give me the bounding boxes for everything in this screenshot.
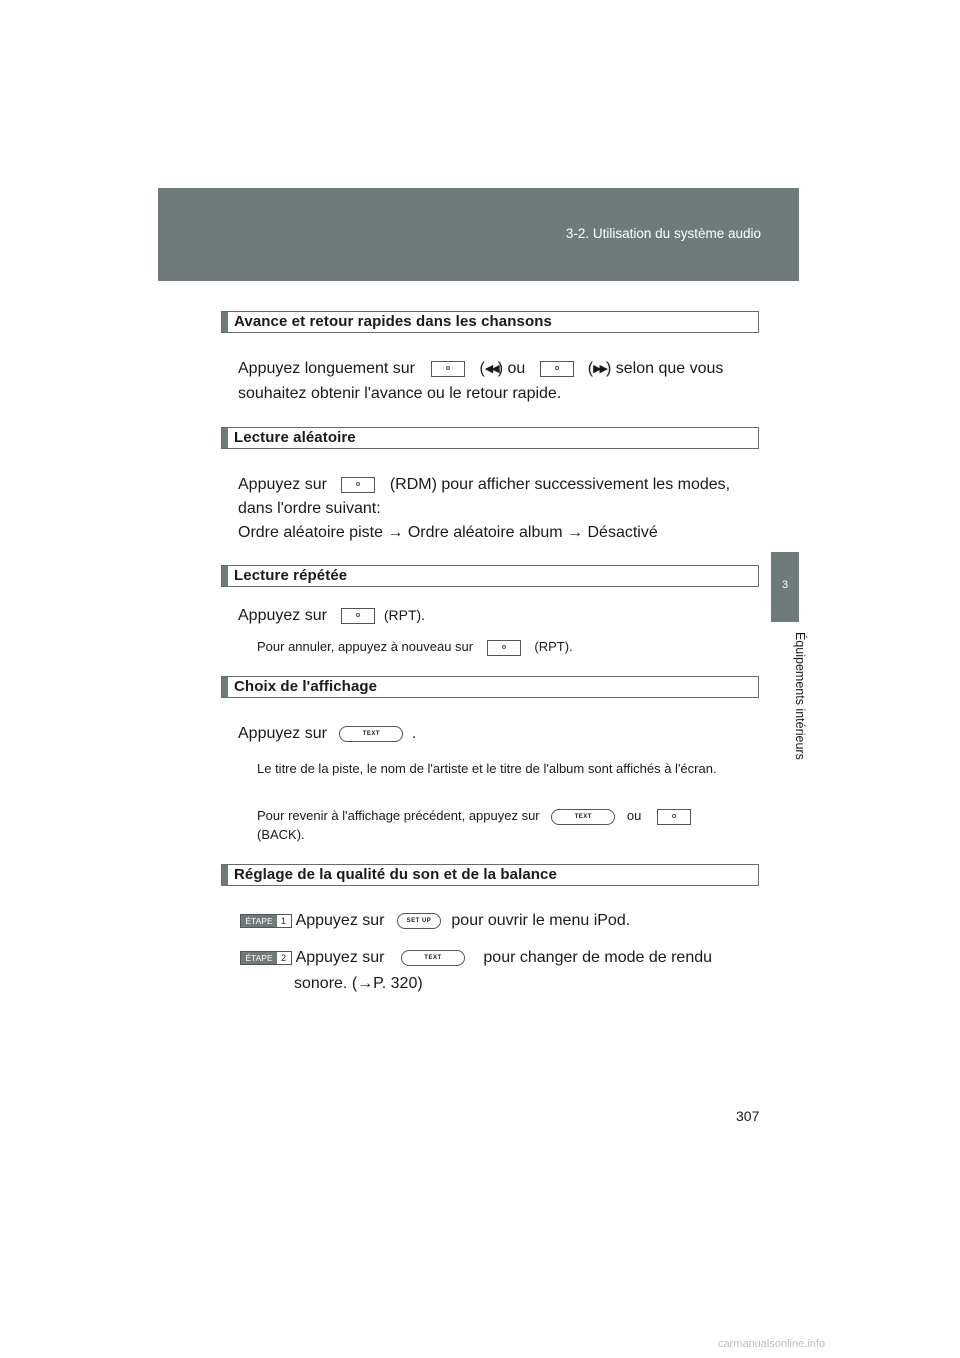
- back-button-icon: [657, 809, 691, 825]
- note-display-info: Le titre de la piste, le nom de l'artiste et le titre de l'album sont affichés à l'écran.: [257, 761, 717, 776]
- chapter-tab: [771, 552, 799, 622]
- paragraph-fast-forward-line1: [238, 357, 723, 381]
- text: pour ouvrir le menu iPod.: [451, 912, 631, 929]
- setup-button-icon: SET UP: [397, 913, 441, 929]
- rewind-icon: ◀◀: [484, 363, 498, 375]
- step-2-line2: sonore. (→P. 320): [294, 975, 423, 992]
- page-number: 307: [736, 1108, 760, 1124]
- section-title: Avance et retour rapides dans les chansons: [234, 313, 552, 330]
- step-word: ÉTAPE: [241, 952, 277, 964]
- note-display-back: [257, 806, 755, 844]
- chapter-number: 3: [781, 579, 789, 591]
- paragraph-random-line2: dans l'ordre suivant:: [238, 500, 381, 517]
- paragraph-random-line1: [238, 473, 730, 497]
- step-number: 1: [280, 915, 286, 926]
- section-title: Réglage de la qualité du son et de la balance: [234, 866, 557, 883]
- step-1: [240, 909, 630, 933]
- text: pour changer de mode de rendu: [483, 949, 713, 966]
- section-heading-fast-forward: [221, 311, 759, 333]
- section-title: Lecture aléatoire: [234, 429, 356, 446]
- text: Appuyez sur: [295, 949, 385, 966]
- text: Appuyez longuement sur: [238, 360, 415, 377]
- paragraph-repeat-line1: [238, 603, 425, 628]
- text: .: [411, 725, 417, 742]
- step-number: 2: [280, 952, 286, 963]
- fast-forward-icon: ▶▶: [593, 363, 606, 375]
- section-heading-sound: [221, 864, 759, 886]
- paragraph-display-line1: [238, 722, 416, 746]
- chapter-title: 3-2. Utilisation du système audio: [565, 226, 761, 241]
- rpt-button-icon: [487, 640, 521, 656]
- section-title: Choix de l'affichage: [234, 678, 378, 695]
- section-heading-display: [221, 676, 759, 698]
- step-badge: [240, 951, 292, 965]
- text-button-icon: TEXT: [551, 809, 615, 825]
- step-word: ÉTAPE: [241, 915, 277, 927]
- rdm-button-icon: [341, 477, 375, 493]
- text-button-icon: TEXT: [339, 726, 403, 742]
- text: (: [479, 360, 485, 377]
- rpt-button-icon: [341, 608, 375, 624]
- step-badge: [240, 914, 292, 928]
- text: (: [587, 360, 594, 377]
- text: Appuyez sur: [238, 725, 327, 742]
- text-button-icon: TEXT: [401, 950, 465, 966]
- section-heading-repeat: [221, 565, 759, 587]
- header-band: [158, 188, 799, 281]
- section-title: Lecture répétée: [234, 567, 348, 584]
- text: ) ou: [497, 360, 526, 377]
- paragraph-fast-forward-line2: souhaitez obtenir l'avance ou le retour rapide.: [238, 385, 562, 402]
- text: (RDM) pour afficher successivement les modes,: [389, 476, 731, 493]
- section-heading-random: [221, 427, 759, 449]
- text: Pour revenir à l'affichage précédent, appuyez sur: [257, 808, 540, 823]
- seek-forward-button-icon: [540, 361, 574, 377]
- text: ou: [626, 808, 642, 823]
- note-repeat-cancel: [257, 637, 573, 656]
- text: Appuyez sur: [238, 607, 327, 624]
- text: Appuyez sur: [238, 476, 327, 493]
- paragraph-random-line3: Ordre aléatoire piste → Ordre aléatoire album → Désactivé: [238, 524, 658, 541]
- text: (RPT).: [383, 607, 426, 623]
- text: (BACK).: [257, 827, 305, 842]
- text: ) selon que vous: [605, 360, 724, 377]
- text: Pour annuler, appuyez à nouveau sur: [257, 639, 474, 654]
- text: Appuyez sur: [295, 912, 385, 929]
- watermark: carmanualsonline.info: [718, 1338, 826, 1350]
- chapter-side-label: Équipements intérieurs: [793, 632, 807, 760]
- seek-back-button-icon: [431, 361, 465, 377]
- step-2: [240, 946, 712, 970]
- text: (RPT).: [534, 639, 573, 654]
